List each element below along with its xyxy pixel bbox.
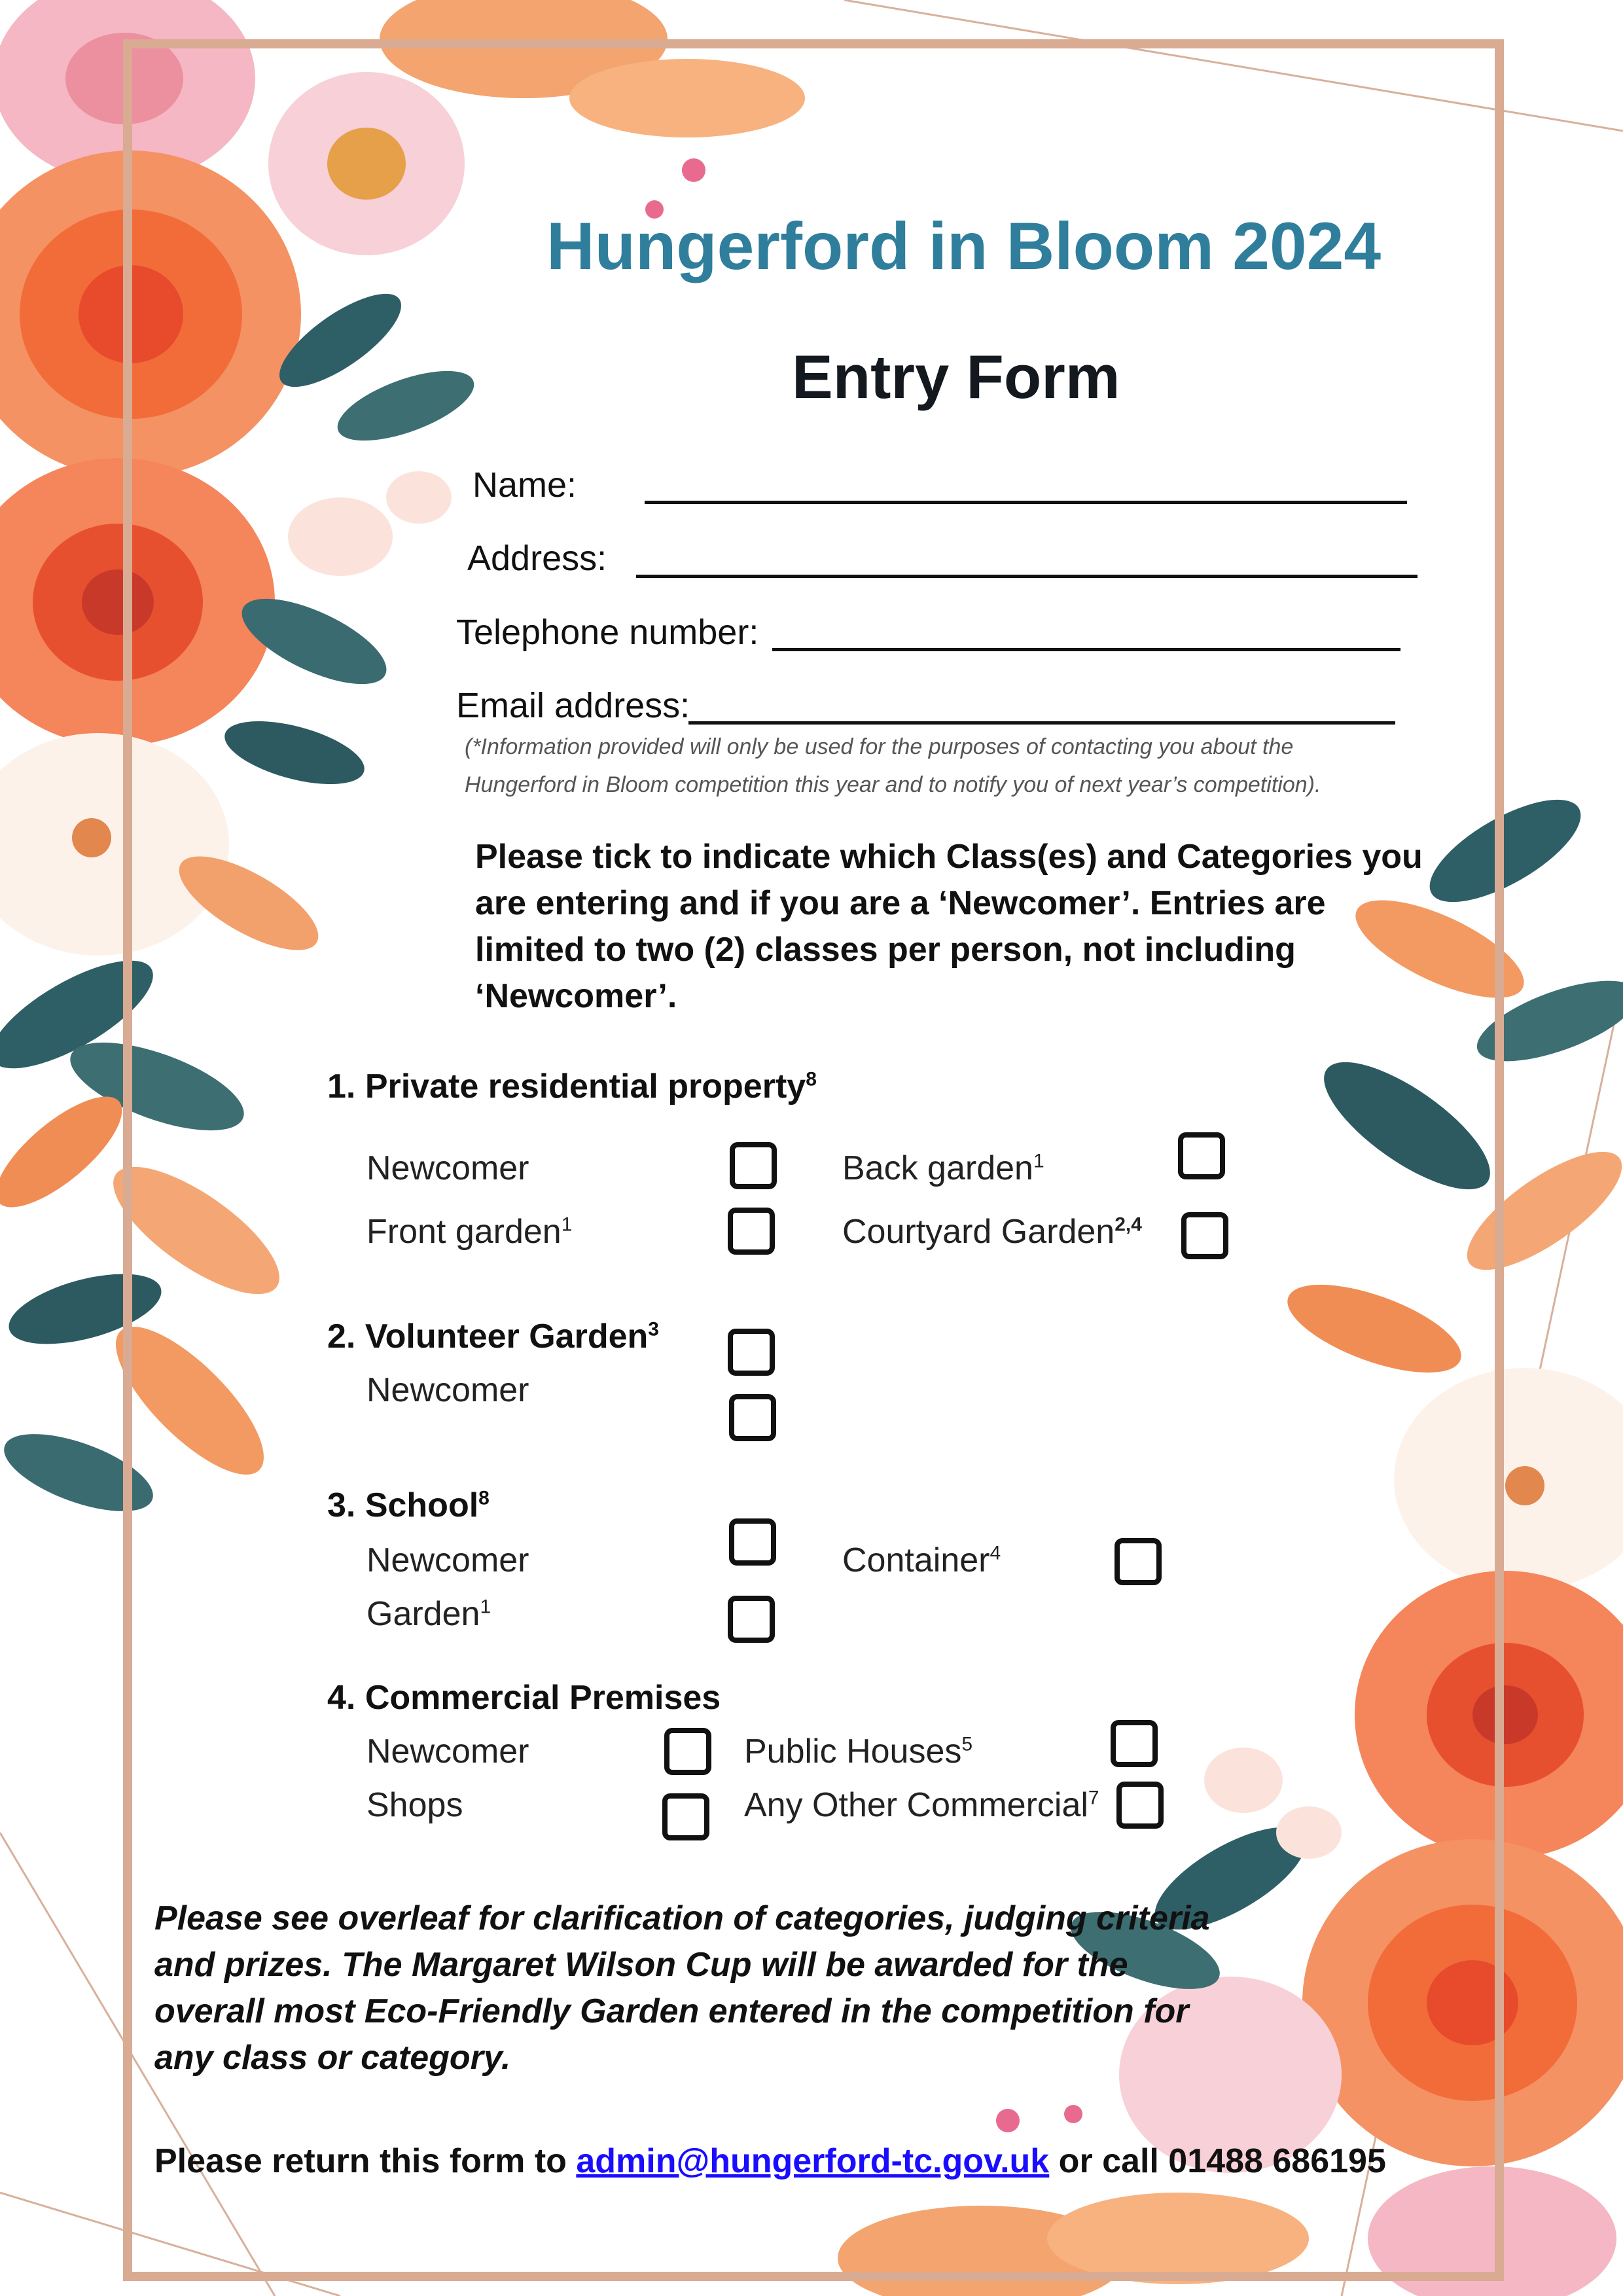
address-label: Address: — [467, 539, 607, 578]
email-field[interactable] — [688, 721, 1395, 725]
s3-garden-checkbox[interactable] — [728, 1596, 775, 1643]
page-title: Hungerford in Bloom 2024 — [546, 209, 1382, 283]
section-1-heading-text: 1. Private residential property — [327, 1067, 806, 1105]
form-subtitle: Entry Form — [792, 342, 1120, 411]
s4-shops-label: Shops — [366, 1786, 463, 1824]
name-field[interactable] — [645, 501, 1407, 504]
s3-garden-label — [366, 1594, 491, 1634]
s1-back-garden-footnote: 1 — [1033, 1150, 1044, 1172]
s4-newcomer-checkbox[interactable] — [664, 1728, 711, 1775]
telephone-field[interactable] — [772, 648, 1400, 651]
instructions: Please tick to indicate which Class(es) and Categories you are entering and if you are a ‘Newcomer’. Entries are limited to two (2) classes per person, not including ‘Newcomer’. — [475, 838, 1423, 1015]
s4-pubs-footnote: 5 — [961, 1733, 973, 1755]
s3-container-checkbox[interactable] — [1115, 1538, 1162, 1585]
s3-garden-text: Garden — [366, 1595, 480, 1633]
s4-other-footnote: 7 — [1088, 1787, 1099, 1809]
section-3-heading — [327, 1486, 490, 1525]
section-2-footnote: 3 — [648, 1318, 659, 1340]
section-2-heading-text: 2. Volunteer Garden — [327, 1318, 649, 1355]
privacy-note-line2: Hungerford in Bloom competition this year and to notify you of next year’s competition). — [465, 772, 1321, 797]
email-label: Email address: — [456, 686, 690, 725]
section-3-footnote: 8 — [478, 1487, 490, 1509]
s1-front-garden-text: Front garden — [366, 1213, 562, 1251]
s3-container-text: Container — [842, 1541, 990, 1579]
name-label: Name: — [473, 465, 577, 505]
s4-other-label — [744, 1785, 1099, 1825]
return-prefix: Please return this form to — [154, 2142, 577, 2180]
s3-garden-footnote: 1 — [480, 1596, 491, 1618]
s2-newcomer-checkbox[interactable] — [729, 1394, 776, 1441]
s1-courtyard-text: Courtyard Garden — [842, 1213, 1115, 1251]
s4-pubs-label — [744, 1732, 972, 1771]
s1-back-garden-checkbox[interactable] — [1178, 1132, 1225, 1179]
s1-front-garden-footnote: 1 — [561, 1213, 573, 1236]
privacy-note-line1: (*Information provided will only be used for the purposes of contacting you about the — [465, 734, 1294, 759]
section-1-footnote: 8 — [806, 1068, 817, 1090]
email-link[interactable]: admin@hungerford-tc.gov.uk — [576, 2142, 1050, 2180]
s1-courtyard-label — [842, 1212, 1142, 1251]
s4-pubs-text: Public Houses — [744, 1732, 962, 1770]
s2-newcomer-label: Newcomer — [366, 1371, 529, 1409]
s4-other-checkbox[interactable] — [1116, 1782, 1164, 1829]
s1-front-garden-label — [366, 1212, 572, 1251]
s1-back-garden-label — [842, 1149, 1044, 1188]
s3-newcomer-checkbox[interactable] — [729, 1518, 776, 1566]
return-suffix: or call 01488 686195 — [1049, 2142, 1386, 2180]
return-instructions — [154, 2142, 1386, 2181]
s1-newcomer-label: Newcomer — [366, 1149, 529, 1187]
s4-shops-checkbox[interactable] — [662, 1793, 709, 1840]
section-4-heading: 4. Commercial Premises — [327, 1679, 721, 1717]
s3-container-footnote: 4 — [990, 1542, 1001, 1564]
s4-pubs-checkbox[interactable] — [1111, 1720, 1158, 1767]
s4-newcomer-label: Newcomer — [366, 1732, 529, 1770]
telephone-label: Telephone number: — [456, 613, 759, 652]
s1-courtyard-checkbox[interactable] — [1181, 1212, 1228, 1259]
s1-back-garden-text: Back garden — [842, 1149, 1033, 1187]
s4-other-text: Any Other Commercial — [744, 1786, 1088, 1824]
section-2-heading — [327, 1317, 659, 1356]
s3-container-label — [842, 1541, 1001, 1580]
s2-volunteer-checkbox[interactable] — [728, 1329, 775, 1376]
section-1-heading — [327, 1067, 817, 1106]
clarification-note: Please see overleaf for clarification of categories, judging criteria and prizes. The Margaret Wilson Cup will be awarded for the overall most Eco-Friendly Garden entered in the competition for any class or category. — [154, 1899, 1210, 2077]
s1-front-garden-checkbox[interactable] — [728, 1208, 775, 1255]
section-3-heading-text: 3. School — [327, 1486, 479, 1524]
s1-newcomer-checkbox[interactable] — [730, 1142, 777, 1189]
address-field[interactable] — [636, 575, 1418, 578]
s1-courtyard-footnote: 2,4 — [1115, 1213, 1142, 1236]
s3-newcomer-label: Newcomer — [366, 1541, 529, 1579]
